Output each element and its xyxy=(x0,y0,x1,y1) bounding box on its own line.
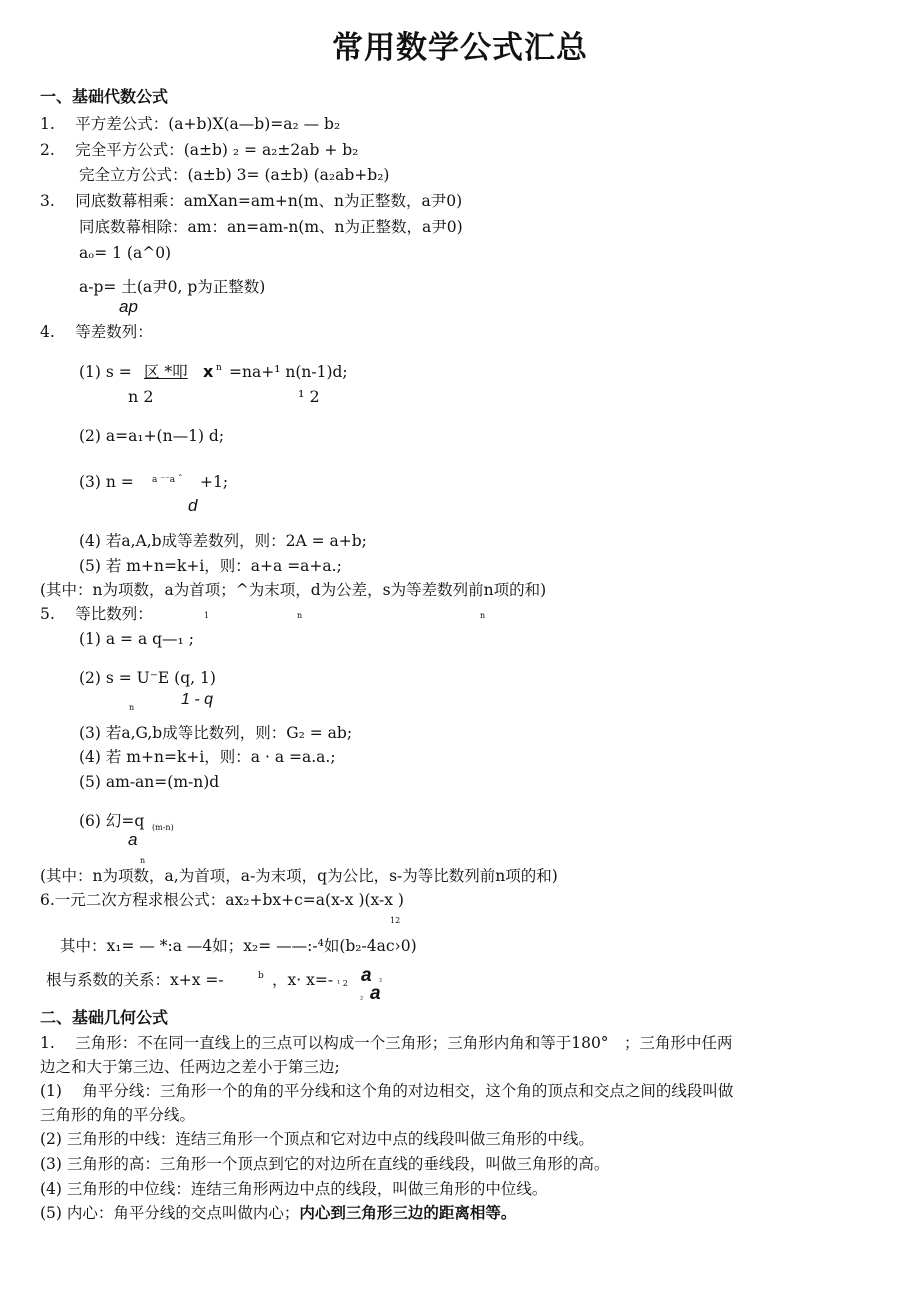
formula-denominator: a xyxy=(128,830,138,849)
formula-line: 3. 同底数幕相乘：amXan=am+n(m、n为正整数，a尹0) xyxy=(40,192,463,210)
formula-subscript: n xyxy=(480,611,486,620)
text-line: 1. 三角形：不在同一直线上的三点可以构成一个三角形；三角形内角和等于180° ；三角形中任两 xyxy=(40,1034,733,1052)
formula-symbol: x xyxy=(203,362,214,381)
formula-symbol: a xyxy=(370,983,381,1004)
formula-subscript: n xyxy=(140,856,146,865)
formula-line: 2. 完全平方公式：(a±b) ₂ = a₂±2ab + b₂ xyxy=(40,141,359,159)
text-line xyxy=(40,1203,516,1223)
text-line: (3) 三角形的高：三角形一个顶点到它的对边所在直线的垂线段，叫做三角形的高。 xyxy=(40,1155,610,1173)
formula-denominator: 1 - q xyxy=(181,691,214,708)
formula-line: 1. 平方差公式：(a+b)X(a—b)=a₂ — b₂ xyxy=(40,115,341,133)
formula-line: 根与系数的关系：x+x =- xyxy=(46,971,224,989)
formula-subscript: ¹ 2 xyxy=(337,979,348,988)
formula-line: (3) 若a,G,b成等比数列，则：G₂ = ab; xyxy=(79,724,353,742)
formula-line: (1) a = a q—₁ ; xyxy=(79,630,194,648)
formula-line: a-p= 土(a尹0, p为正整数) xyxy=(79,278,266,296)
formula-line: 同底数幕相除：am：an=am-n(m、n为正整数，a尹0) xyxy=(79,218,463,236)
formula-line: =na+¹ n(n-1)d; xyxy=(229,363,348,381)
formula-line: (2) s = U⁻E (q, 1) xyxy=(79,669,216,687)
formula-denominator: ¹ 2 xyxy=(298,387,320,406)
formula-line: 4. 等差数列： xyxy=(40,323,153,341)
formula-subscript: ² xyxy=(360,995,364,1004)
text-line: (2) 三角形的中线：连结三角形一个顶点和它对边中点的线段叫做三角形的中线。 xyxy=(40,1130,594,1148)
formula-line: (2) a=a₁+(n—1) d; xyxy=(79,427,225,445)
section-heading-algebra: 一、基础代数公式 xyxy=(40,87,169,106)
formula-superscript: n xyxy=(216,363,222,373)
formula-denominator: n 2 xyxy=(128,387,154,406)
formula-line: 5. 等比数列： xyxy=(40,605,153,623)
formula-line: (6) 幻=q xyxy=(79,812,145,830)
formula-line: (4) 若a,A,b成等差数列，则：2A = a+b; xyxy=(79,532,367,550)
formula-line: 其中：x₁= — *:a —4如；x₂= ——:-⁴如(b₂-4ac›0) xyxy=(60,937,417,955)
text-line: (1) 角平分线：三角形一个的角的平分线和这个角的对边相交，这个角的顶点和交点之间的线段叫做 xyxy=(40,1082,734,1100)
emphasis-text: 内心到三角形三边的距离相等。 xyxy=(299,1204,517,1222)
formula-symbol: a xyxy=(361,965,372,986)
section-heading-geometry: 二、基础几何公式 xyxy=(40,1008,169,1027)
formula-line: (4) 若 m+n=k+i，则：a · a =a.a.; xyxy=(79,748,336,766)
formula-subscript: n xyxy=(129,703,135,712)
formula-line: (5) 若 m+n=k+i，则：a+a =a+a.; xyxy=(79,557,342,575)
text-span: (5) 内心：角平分线的交点叫做内心； xyxy=(40,1204,300,1222)
formula-line: 完全立方公式：(a±b) 3= (a±b) (a₂ab+b₂) xyxy=(79,166,390,184)
note-line: (其中：n为项数，a,为首项，a-为末项，q为公比，s-为等比数列前n项的和) xyxy=(40,867,558,885)
formula-line: 6.一元二次方程求根公式：ax₂+bx+c=a(x-x )(x-x ) xyxy=(40,891,404,909)
text-line: (4) 三角形的中位线：连结三角形两边中点的线段，叫做三角形的中位线。 xyxy=(40,1180,548,1198)
formula-subscript: n xyxy=(297,611,303,620)
formula-line: aₒ= 1 (a^0) xyxy=(79,244,172,262)
note-line: (其中：n为项数，a为首项；^为末项，d为公差，s为等差数列前n项的和) xyxy=(40,581,547,599)
formula-denominator: ap xyxy=(119,297,138,316)
formula-numerator: 区 *叩 xyxy=(144,363,188,381)
formula-subscript: 12 xyxy=(390,916,401,925)
formula-line: +1; xyxy=(200,473,229,491)
formula-line: (1) s = xyxy=(79,363,132,381)
formula-subscript: (m-n) xyxy=(152,823,174,832)
formula-denominator: d xyxy=(188,496,198,515)
page-title: 常用数学公式汇总 xyxy=(332,30,588,66)
formula-superscript: b xyxy=(258,971,264,981)
formula-line: (5) am-an=(m-n)d xyxy=(79,773,220,791)
formula-line: (3) n = xyxy=(79,473,134,491)
formula-line: ，x· x=- xyxy=(272,971,334,989)
formula-subscript: ² xyxy=(379,977,383,986)
text-line: 三角形的角的平分线。 xyxy=(40,1106,196,1124)
formula-numerator: a ⁻⁻a ˆ xyxy=(152,475,183,485)
formula-subscript: 1 xyxy=(204,611,210,620)
text-line: 边之和大于第三边、任两边之差小于第三边; xyxy=(40,1058,340,1076)
